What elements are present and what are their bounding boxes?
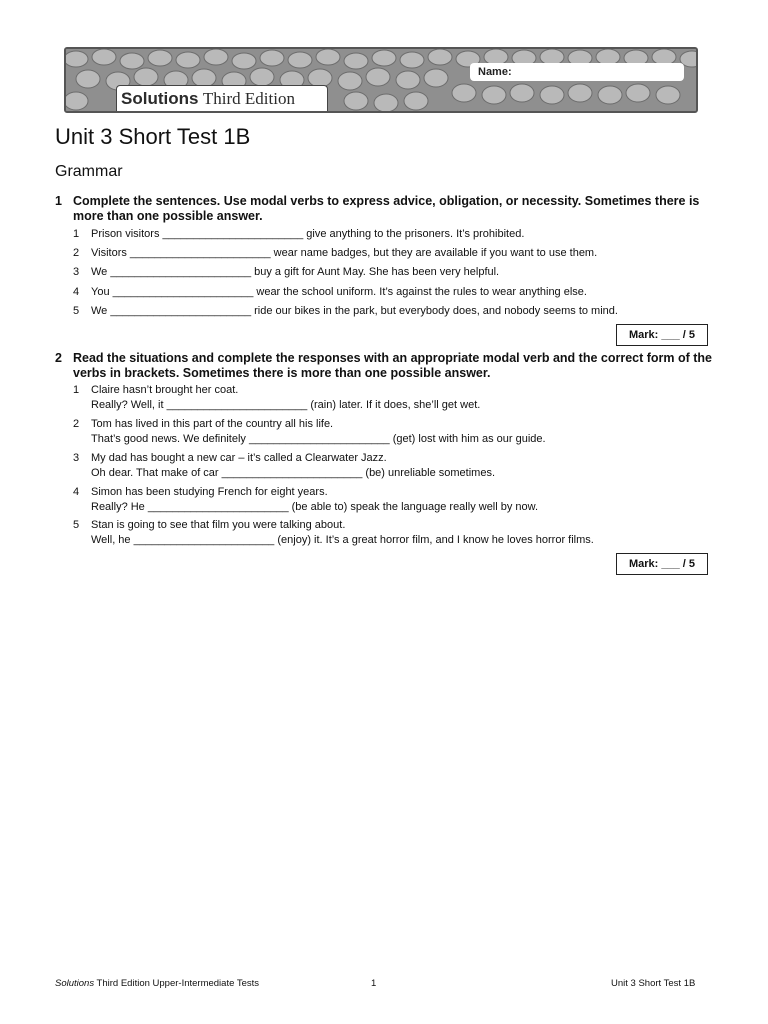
- header-banner: [64, 47, 698, 113]
- question-instruction: Read the situations and complete the responses with an appropriate modal verb and the correct form of the verbs in brackets. Sometimes there is more than one possible answer.: [73, 351, 713, 380]
- footer-title: [55, 978, 259, 989]
- page-title: Unit 3 Short Test 1B: [55, 124, 251, 149]
- item-text[interactable]: We _______________________ buy a gift for Aunt May. She has been very helpful.: [91, 266, 500, 278]
- mark-box[interactable]: Mark: ___ / 5: [616, 553, 708, 575]
- item-text[interactable]: Visitors _______________________ wear name badges, but they are available if you want to use them.: [91, 247, 598, 259]
- item-situation: Simon has been studying French for eight years.: [91, 486, 328, 498]
- item-response[interactable]: Oh dear. That make of car _______________________ (be) unreliable sometimes.: [91, 467, 496, 479]
- item-text[interactable]: Prison visitors _______________________ give anything to the prisoners. It’s prohibited.: [91, 228, 525, 240]
- footer-series: Solutions: [55, 978, 95, 989]
- brand-edition: Third Edition: [202, 89, 295, 108]
- item-response[interactable]: That’s good news. We definitely _______________________ (get) lost with him as our guide.: [91, 433, 546, 445]
- item-text[interactable]: We _______________________ ride our bikes in the park, but everybody does, and nobody seems to mind.: [91, 305, 618, 317]
- item-response[interactable]: Really? Well, it _______________________ (rain) later. If it does, she’ll get wet.: [91, 399, 481, 411]
- brand-logo: [121, 89, 295, 110]
- item-number: 4: [73, 486, 80, 498]
- item-situation: My dad has bought a new car – it’s called a Clearwater Jazz.: [91, 452, 387, 464]
- item-number: 3: [73, 452, 80, 464]
- item-number: 5: [73, 519, 80, 531]
- question-instruction: Complete the sentences. Use modal verbs to express advice, obligation, or necessity. Sometimes there is more than one possible answer.: [73, 194, 700, 223]
- question-number: 1: [55, 194, 62, 208]
- name-label: Name:: [478, 66, 512, 78]
- page-number: 1: [371, 978, 377, 989]
- item-number: 1: [73, 384, 80, 396]
- item-situation: Stan is going to see that film you were talking about.: [91, 519, 346, 531]
- footer-unit: Unit 3 Short Test 1B: [611, 978, 696, 989]
- item-number: 3: [73, 266, 80, 278]
- mark-box[interactable]: Mark: ___ / 5: [616, 324, 708, 346]
- item-number: 2: [73, 418, 80, 430]
- item-number: 1: [73, 228, 80, 240]
- brand-name: Solutions: [121, 89, 199, 108]
- item-number: 5: [73, 305, 80, 317]
- item-text[interactable]: You _______________________ wear the school uniform. It’s against the rules to wear anything else.: [91, 286, 587, 298]
- item-number: 2: [73, 247, 80, 259]
- item-response[interactable]: Really? He _______________________ (be able to) speak the language really well by now.: [91, 501, 539, 513]
- section-title: Grammar: [55, 163, 123, 180]
- question-number: 2: [55, 351, 62, 365]
- item-number: 4: [73, 286, 80, 298]
- name-field[interactable]: [470, 63, 684, 81]
- item-situation: Claire hasn’t brought her coat.: [91, 384, 239, 396]
- item-response[interactable]: Well, he _______________________ (enjoy) it. It’s a great horror film, and I know he loves horror films.: [91, 534, 594, 546]
- item-situation: Tom has lived in this part of the country all his life.: [91, 418, 334, 430]
- footer-book: Third Edition Upper-Intermediate Tests: [94, 978, 260, 989]
